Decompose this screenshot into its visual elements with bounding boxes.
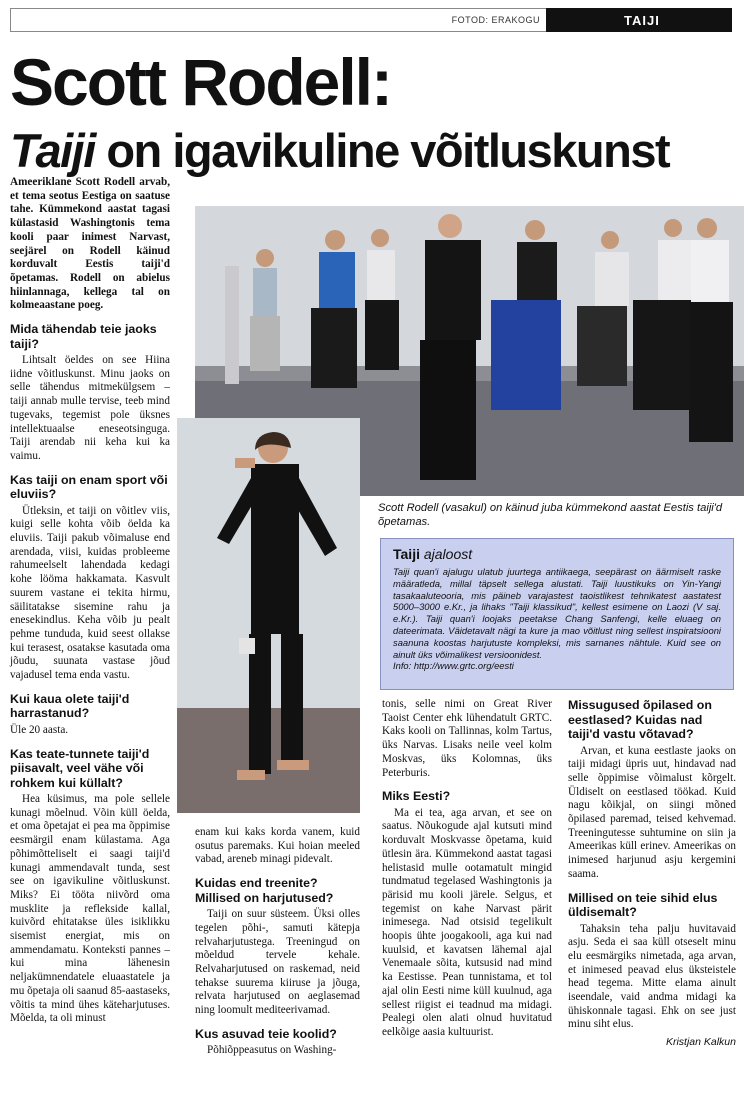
author-signature: Kristjan Kalkun: [665, 1036, 736, 1049]
answer-5: Taiji on suur süsteem. Üksi olles tegelen põhi-, samuti kätepja relvaharjutustega. Treeningud on mõeldud tervele kehale. Relvaharjutused on raskemad, neid tehakse suurema kiiruse ja jõuga, relvata harjutused on aeglasemad ning loomult mediteerivamad.: [195, 908, 360, 1017]
question-7: Miks Eesti?: [382, 789, 451, 804]
history-sidebar: [380, 538, 734, 690]
column-1: [10, 176, 170, 1028]
answer-8: Arvan, et kuna eestlaste jaoks on taiji midagi üpris uut, hindavad nad selle õppimise võimalust kõrgelt. Üldiselt on eestlased töökad. Kuid nagu kõikjal, on siingi mõned õpilased paremad, teised kehvemad. Treeningutesse suhtumine on siin ja Ameerikas küll erinev. Ameerikas on inimesed harjunud asju kergemini saama.: [568, 744, 736, 880]
sidebar-body: Taiji quan'i ajalugu ulatub juurtega antiikaega, seepärast on äärmiselt raske määratleda, millal täpselt sellega alustati. Taiji luustikuks on Yin-Yangi tasakaaluteooria, mis päineb varajastest taoistlikest tehnikatest aastatest 5000–3000 e.Kr., ja lihaks "Taiji klassikud", kellest esimene on Laozi (V saj. e.Kr.). Taiji quan'i loojaks peetakse Chang Sanfengi, kelle eluaeg on dateerimata. Väidetavalt nägi ta kure ja mao võitlust ning sellest inspiratsiooni saanuna koostas harjutuste kompleksi, mis sarnanes nähtule. Kuid see on ainult üks võimalikest versioonidest.: [393, 566, 721, 660]
photo-caption: Scott Rodell (vasakul) on käinud juba kümmekond aastat Eestis taiji'd õpetamas.: [378, 502, 723, 528]
sidebar-title-italic: ajaloost: [423, 546, 473, 562]
column-2: [195, 826, 360, 1060]
top-bar: [10, 8, 732, 32]
question-3: Kui kaua olete taiji'd harrastanud?: [10, 691, 130, 721]
question-1: Mida tähendab teie jaoks taiji?: [10, 322, 157, 351]
answer-1: Lihtsalt öeldes on see Hiina iidne võitluskunst. Minu jaoks on selle tähendus mitmekülgsem – taiji annab mulle tervise, teeb mind tugevaks, tegemist pole üksnes intellektuaalse eneseotsinguga. Taiji arendab nii keha kui ka vaimu.: [10, 354, 170, 462]
question-5: Kuidas end treenite? Millised on harjutused?: [195, 876, 334, 905]
answer-6: Põhiõppeasutus on Washing-: [207, 1044, 337, 1057]
answer-4-continued: enam kui kaks korda vanem, kuid osutus paremaks. Kui hoian meeled vabad, areneb minagi pidevalt.: [195, 826, 360, 866]
question-4: Kas teate-tunnete taiji'd piisavalt, veel vähe või rohkem kui küllalt?: [10, 746, 150, 790]
answer-3: Üle 20 aasta.: [10, 723, 69, 736]
question-8: Missugused õpilased on eestlased? Kuidas nad taiji'd vastu võtavad?: [568, 698, 712, 741]
subhead-rest: on igavikuline võitluskunst: [94, 124, 670, 177]
subhead-italic: Taiji: [10, 124, 95, 177]
sidebar-title-main: Taiji: [393, 546, 420, 562]
sidebar-title: [393, 546, 721, 562]
portrait-photo: [177, 418, 360, 813]
answer-4: Hea küsimus, ma pole sellele kunagi mõelnud. Võin küll öelda, et oma õpetajat ei pea ma õppimise eesmärgil enam külastama. Aga põhimõtteliselt ei saagi taiji'd kunagi ammendavalt tunda, sest see on igavikuline võitluskunst. Miks? Ei tööta niivõrd oma musklite ja reflekside kallal, kuivõrd ehitatakse üles isiklikku sisemist energiat, mis on ammendamatu. Konteksti pannes – kui mina lähenesin neljakümnendatele eluaastatele ja mu õpetaja oli saanud 85-aastaseks, võitis ta mind ühes käteharjutuses. Mõelda, ta oli minust: [10, 793, 170, 1025]
column-4: [568, 698, 736, 1052]
answer-2: Ütleksin, et taiji on võitlev viis, kuigi selle kohta võib öelda ka eluviis. Taiji pakub võimaluse end arendada, viisi, kuidas probleeme rahumeelselt lahendada kedagi kohe lööma hakkamata. Kasvult suurem vastane ei tekita hirmu, säilitatakse sisemine rahu ja enesekindlus. Keha võib ju pealt pehme tunduda, kuid seest ollakse kui terasest, osatakse kasutada oma jõudu, suunata vastase jõud vajadusel tema enda vastu.: [10, 504, 170, 682]
sidebar-info: Info: http://www.grtc.org/eesti: [393, 660, 514, 672]
subhead: [10, 122, 732, 180]
question-2: Kas taiji on enam sport või eluviis?: [10, 472, 168, 502]
headline: Scott Rodell:: [10, 45, 391, 119]
section-tag: TAIJI: [546, 8, 732, 32]
photo-credit: FOTOD: ERAKOGU: [10, 8, 546, 32]
answer-6-continued: tonis, selle nimi on Great River Taoist Center ehk lühendatult GRTC. Kaks kooli on Tallinnas, kolm Tartus, üks Narvas. Lisaks neile veel kolm Moskvas, üks Kolomnas, üks Peterburis.: [382, 698, 552, 779]
column-3: [382, 698, 552, 1042]
question-6: Kus asuvad teie koolid?: [195, 1026, 337, 1041]
question-9: Millised on teie sihid elus üldisemalt?: [568, 890, 718, 920]
intro-lead: Ameeriklane Scott Rodell arvab, et tema seotus Eestiga on saatuse tahe. Kümmekond aastat tagasi külastasid Washingtonis tema kooli paar inimest Narvast, seejärel on Rodell käinud korduvalt Eestis taiji'd õpetamas. Rodell on abielus hiinlannaga, kellega tal on kolmeaastane poeg.: [10, 176, 170, 312]
answer-7: Ma ei tea, aga arvan, et see on saatus. Nõukogude ajal kutsuti mind korduvalt Moskvasse õpetama, kuid ütlesin ära. Kümmekond aastat tagasi helistasid mulle ootamatult mingid tundmatud tegelased Washingtonis ja pärisid mu kooli järele. Selgus, et tegemist on kahe Narvast pärit inimesega. Nad otsisid tegelikult hoopis ühte joogakooli, aga kui nad kuulsid, et kavatsen lähemal ajal Venemaale sõita, kutsusid nad mind ka Eestisse. Pean tunnistama, et tol ajal olin Eesti nime küll kuulnud, aga sellest riigist ei teadnud ma midagi. Pealegi olen alati olnud huvitatud eelkõige aasia kultuurist.: [382, 806, 552, 1038]
answer-9: Tahaksin teha palju huvitavaid asju. Seda ei saa küll otseselt minu elu eesmärgiks nimetada, aga arvan, et inimesed peavad elus üksteistele head tegema. Mitte elama ainult iseendale, vaid andma midagi ka ühiskonnale tagasi. Ehk on see just minu siht elus.: [568, 922, 736, 1031]
